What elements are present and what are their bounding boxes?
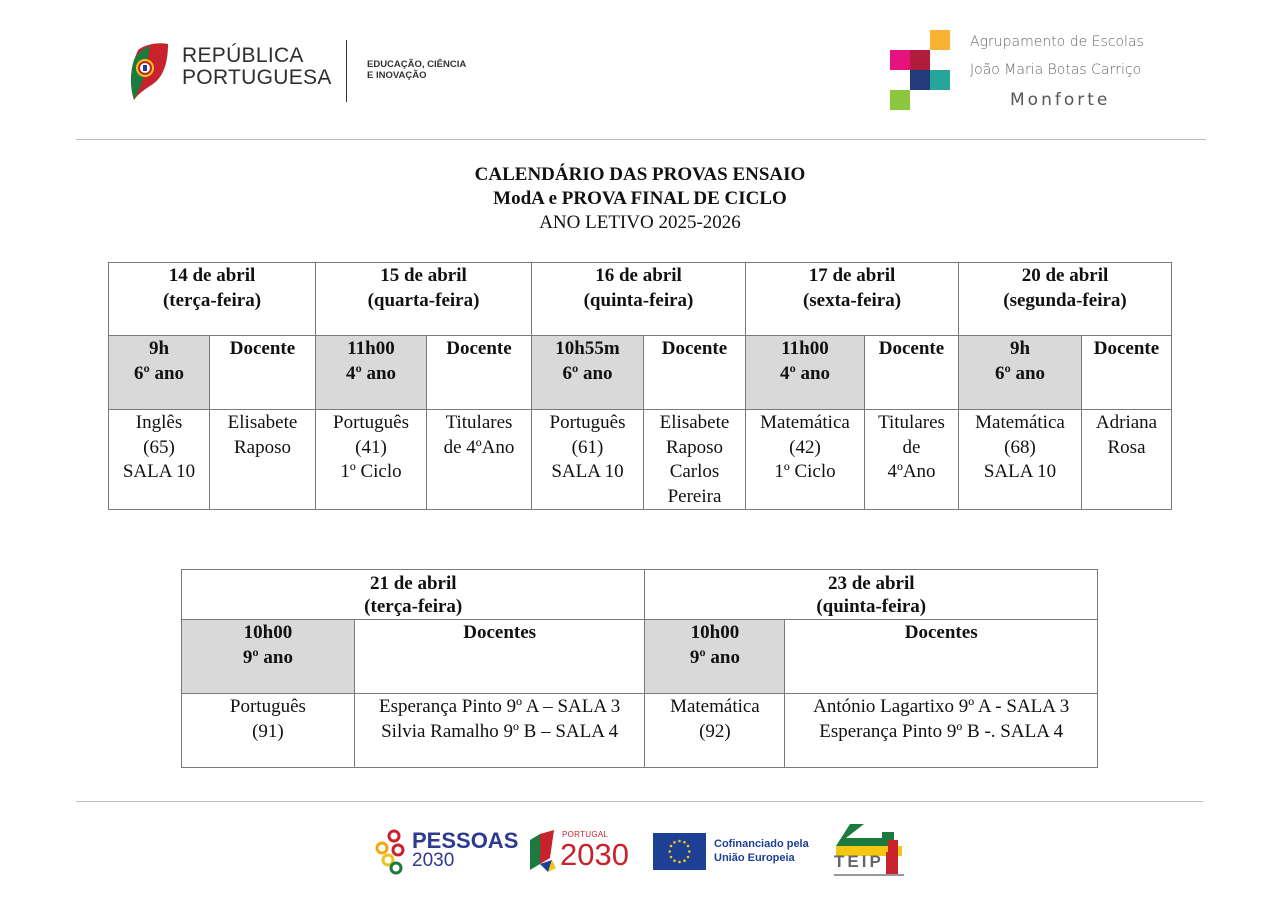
docente-header: Docente bbox=[865, 336, 959, 410]
exam-subject: Português bbox=[333, 412, 409, 433]
exam-year: 4º ano bbox=[779, 362, 831, 384]
exam-code: (42) bbox=[789, 436, 821, 458]
republica-line1: REPÚBLICA bbox=[182, 44, 304, 67]
docente-line: de 4ºAno bbox=[443, 436, 515, 458]
docente-header: Docente bbox=[644, 336, 746, 410]
exam-cell bbox=[532, 410, 644, 510]
title-line2: ModA e PROVA FINAL DE CICLO bbox=[493, 188, 787, 209]
day-weekday: (quinta-feira) bbox=[816, 596, 927, 617]
exam-row bbox=[109, 410, 1172, 510]
exam-time: 9h bbox=[1009, 338, 1031, 359]
day-header bbox=[746, 263, 959, 336]
date-header-row bbox=[182, 570, 1098, 620]
day-date: 17 de abril bbox=[808, 265, 896, 286]
docente-line: Pereira bbox=[667, 485, 722, 507]
time-header-row bbox=[182, 620, 1098, 694]
day-header bbox=[645, 570, 1098, 620]
day-header bbox=[959, 263, 1172, 336]
exam-subject: Português bbox=[549, 412, 626, 433]
date-header-row bbox=[109, 263, 1172, 336]
docentes-header: Docentes bbox=[354, 620, 645, 694]
docente-line: António Lagartixo 9º A - SALA 3 bbox=[813, 696, 1070, 717]
logo-square-orange bbox=[930, 30, 950, 50]
exam-time: 10h55m bbox=[555, 338, 620, 359]
time-cell bbox=[316, 336, 427, 410]
agrupamento-town: Monforte bbox=[1010, 90, 1111, 110]
docente-line: Raposo bbox=[234, 436, 291, 458]
teip-logo bbox=[832, 822, 904, 882]
docente-cell bbox=[1082, 410, 1172, 510]
teip-label: TEIP bbox=[834, 852, 884, 871]
exam-schedule-table-2 bbox=[181, 569, 1098, 768]
portugal-2030-emblem-icon bbox=[526, 830, 560, 872]
exam-room: SALA 10 bbox=[983, 461, 1057, 482]
exam-cell bbox=[109, 410, 210, 510]
docente-line: Rosa bbox=[1107, 436, 1146, 458]
time-cell bbox=[182, 620, 355, 694]
exam-cell bbox=[182, 694, 355, 768]
docente-line: de bbox=[902, 436, 921, 458]
logo-square-crimson bbox=[910, 50, 930, 70]
time-cell bbox=[746, 336, 865, 410]
docente-line: 4ºAno bbox=[887, 461, 936, 482]
portugal-year: 2030 bbox=[560, 837, 629, 872]
eu-line2: União Europeia bbox=[714, 852, 795, 864]
docente-header: Docente bbox=[210, 336, 316, 410]
teip-emblem-icon bbox=[832, 822, 904, 856]
day-date: 15 de abril bbox=[380, 265, 467, 286]
exam-cell bbox=[959, 410, 1082, 510]
eu-line1: Cofinanciado pela bbox=[714, 838, 809, 850]
exam-code: (61) bbox=[571, 436, 604, 458]
time-cell bbox=[532, 336, 644, 410]
exam-year: 6º ano bbox=[562, 362, 613, 384]
funding-logos bbox=[370, 822, 910, 882]
exam-year: 9º ano bbox=[689, 646, 740, 668]
day-weekday: (quinta-feira) bbox=[583, 289, 694, 311]
teip-red-bar bbox=[886, 852, 898, 874]
exam-subject: Inglês bbox=[135, 412, 183, 433]
exam-schedule-table-1 bbox=[108, 262, 1172, 510]
day-date: 21 de abril bbox=[369, 573, 457, 594]
docente-cell bbox=[210, 410, 316, 510]
title-line3: ANO LETIVO 2025-2026 bbox=[539, 212, 741, 233]
day-date: 23 de abril bbox=[827, 573, 915, 594]
exam-year: 4º ano bbox=[345, 362, 397, 384]
docente-header: Docente bbox=[1082, 336, 1172, 410]
docente-line: Carlos bbox=[669, 461, 720, 482]
docentes-header: Docentes bbox=[785, 620, 1098, 694]
logo-square-teal bbox=[930, 70, 950, 90]
day-weekday: (terça-feira) bbox=[364, 596, 463, 617]
title-line1: CALENDÁRIO DAS PROVAS ENSAIO bbox=[474, 164, 806, 185]
exam-code: (65) bbox=[143, 436, 175, 458]
pessoas-label: PESSOAS bbox=[412, 828, 519, 853]
docente-line: Esperança Pinto 9º A – SALA 3 bbox=[379, 696, 621, 717]
docente-line: Elisabete bbox=[659, 412, 730, 433]
time-cell bbox=[109, 336, 210, 410]
day-header bbox=[182, 570, 645, 620]
exam-room: SALA 10 bbox=[551, 461, 624, 482]
docente-cell bbox=[865, 410, 959, 510]
footer-divider bbox=[76, 801, 1203, 802]
exam-subject: Matemática bbox=[670, 696, 760, 717]
exam-time: 10h00 bbox=[243, 622, 293, 643]
docente-header: Docente bbox=[427, 336, 532, 410]
docente-line: Raposo bbox=[666, 436, 723, 458]
exam-code: (91) bbox=[252, 720, 284, 742]
exam-code: (68) bbox=[1004, 436, 1036, 458]
exam-row bbox=[182, 694, 1098, 768]
header-divider bbox=[76, 139, 1206, 140]
docente-line: Silvia Ramalho 9º B – SALA 4 bbox=[381, 720, 619, 742]
docentes-cell bbox=[785, 694, 1098, 768]
day-weekday: (terça-feira) bbox=[162, 289, 262, 311]
teip-subtitle-line bbox=[834, 874, 904, 876]
docente-cell bbox=[427, 410, 532, 510]
agrupamento-logo bbox=[888, 28, 1188, 118]
exam-code: (41) bbox=[355, 436, 387, 458]
republica-line2: PORTUGUESA bbox=[182, 66, 332, 89]
day-header bbox=[532, 263, 746, 336]
agrupamento-line1: Agrupamento de Escolas bbox=[970, 34, 1144, 50]
docente-line: Titulares bbox=[445, 412, 513, 433]
exam-year: 9º ano bbox=[242, 646, 293, 668]
docente-line: Adriana bbox=[1095, 412, 1158, 433]
exam-cell bbox=[746, 410, 865, 510]
exam-room: SALA 10 bbox=[122, 461, 196, 482]
exam-year: 6º ano bbox=[994, 362, 1046, 384]
logo-square-magenta bbox=[890, 50, 910, 70]
day-date: 14 de abril bbox=[168, 265, 256, 286]
pessoas-2030-emblem-icon bbox=[372, 828, 410, 876]
day-date: 20 de abril bbox=[1021, 265, 1109, 286]
docente-cell bbox=[644, 410, 746, 510]
day-weekday: (sexta-feira) bbox=[802, 289, 902, 311]
logo-separator bbox=[346, 40, 347, 102]
docente-line: Titulares bbox=[878, 412, 945, 433]
docente-line: Elisabete bbox=[227, 412, 298, 433]
ministry-line2: E INOVAÇÃO bbox=[367, 70, 427, 81]
day-weekday: (segunda-feira) bbox=[1003, 289, 1127, 311]
exam-cell bbox=[645, 694, 785, 768]
exam-time: 11h00 bbox=[781, 338, 829, 359]
exam-subject: Matemática bbox=[975, 412, 1065, 433]
portugal-label: PORTUGAL bbox=[562, 830, 609, 839]
agrupamento-line2: João Maria Botas Carriço bbox=[970, 62, 1142, 78]
day-date: 16 de abril bbox=[595, 265, 682, 286]
portugal-emblem-icon bbox=[128, 42, 172, 100]
time-header-row bbox=[109, 336, 1172, 410]
exam-subject: Matemática bbox=[760, 412, 850, 433]
logo-square-green bbox=[890, 90, 910, 110]
ministry-line1: EDUCAÇÃO, CIÊNCIA bbox=[367, 59, 467, 70]
time-cell bbox=[645, 620, 785, 694]
time-cell bbox=[959, 336, 1082, 410]
exam-cell bbox=[316, 410, 427, 510]
republica-portuguesa-logo bbox=[128, 40, 488, 102]
logo-square-navy bbox=[910, 70, 930, 90]
exam-time: 9h bbox=[148, 338, 170, 359]
exam-room: 1º Ciclo bbox=[774, 461, 836, 482]
exam-year: 6º ano bbox=[133, 362, 185, 384]
exam-room: 1º Ciclo bbox=[340, 461, 402, 482]
exam-subject: Português bbox=[229, 696, 306, 717]
exam-time: 10h00 bbox=[690, 622, 740, 643]
pessoas-year: 2030 bbox=[412, 850, 455, 871]
day-weekday: (quarta-feira) bbox=[367, 289, 480, 311]
day-header bbox=[109, 263, 316, 336]
exam-time: 11h00 bbox=[347, 338, 395, 359]
docente-line: Esperança Pinto 9º B -. SALA 4 bbox=[819, 720, 1064, 742]
exam-code: (92) bbox=[699, 720, 731, 742]
eu-flag-icon bbox=[653, 833, 706, 870]
document-title bbox=[0, 163, 1280, 235]
day-header bbox=[316, 263, 532, 336]
docentes-cell bbox=[354, 694, 645, 768]
